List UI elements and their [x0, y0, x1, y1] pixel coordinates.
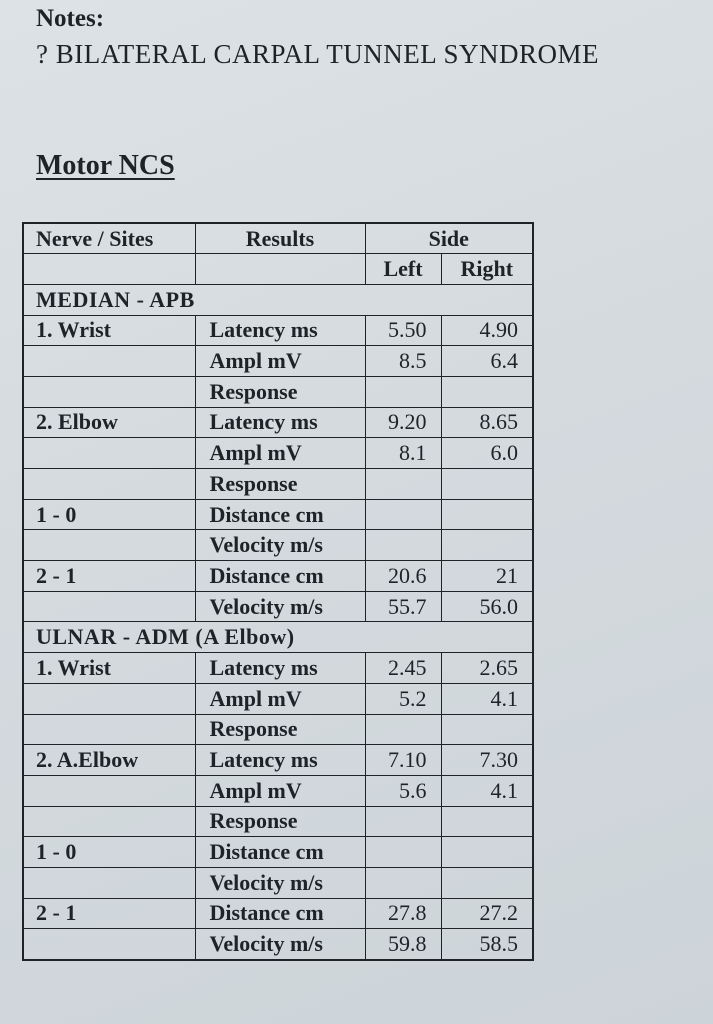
section-title: Motor NCS — [36, 150, 175, 181]
result-cell: Response — [195, 714, 365, 745]
left-value-cell — [365, 530, 441, 561]
table-row — [23, 775, 533, 806]
right-value-cell: 6.4 — [441, 346, 533, 377]
table-row — [23, 499, 533, 530]
left-value-cell: 20.6 — [365, 561, 441, 592]
left-value-cell — [365, 499, 441, 530]
header-row — [23, 223, 533, 254]
result-cell: Ampl mV — [195, 346, 365, 377]
header-right: Right — [441, 254, 533, 285]
right-value-cell — [441, 376, 533, 407]
result-cell: Distance cm — [195, 561, 365, 592]
site-cell — [23, 714, 195, 745]
right-value-cell: 4.1 — [441, 683, 533, 714]
table-row — [23, 837, 533, 868]
subheader-empty-1 — [23, 254, 195, 285]
site-cell: 2 - 1 — [23, 898, 195, 929]
site-cell — [23, 683, 195, 714]
site-cell: 2. A.Elbow — [23, 745, 195, 776]
table-row — [23, 469, 533, 500]
table-row — [23, 591, 533, 622]
result-cell: Latency ms — [195, 407, 365, 438]
right-value-cell — [441, 469, 533, 500]
right-value-cell — [441, 530, 533, 561]
right-value-cell: 27.2 — [441, 898, 533, 929]
result-cell: Ampl mV — [195, 775, 365, 806]
median-rows — [23, 315, 533, 622]
table-row — [23, 438, 533, 469]
site-cell — [23, 775, 195, 806]
left-value-cell: 8.5 — [365, 346, 441, 377]
left-value-cell: 59.8 — [365, 929, 441, 960]
site-cell: 1 - 0 — [23, 837, 195, 868]
left-value-cell: 55.7 — [365, 591, 441, 622]
table-row — [23, 346, 533, 377]
table-row — [23, 714, 533, 745]
table-row — [23, 561, 533, 592]
header-results: Results — [195, 223, 365, 254]
result-cell: Velocity m/s — [195, 591, 365, 622]
site-cell — [23, 929, 195, 960]
site-cell — [23, 438, 195, 469]
group-title-ulnar: ULNAR - ADM (A Elbow) — [23, 622, 533, 653]
left-value-cell — [365, 469, 441, 500]
header-side: Side — [365, 223, 533, 254]
right-value-cell — [441, 806, 533, 837]
site-cell — [23, 806, 195, 837]
site-cell: 1. Wrist — [23, 653, 195, 684]
right-value-cell: 4.90 — [441, 315, 533, 346]
result-cell: Velocity m/s — [195, 867, 365, 898]
right-value-cell: 58.5 — [441, 929, 533, 960]
group-row-median — [23, 284, 533, 315]
group-title-median: MEDIAN - APB — [23, 284, 533, 315]
right-value-cell — [441, 499, 533, 530]
left-value-cell: 5.50 — [365, 315, 441, 346]
left-value-cell — [365, 806, 441, 837]
left-value-cell: 7.10 — [365, 745, 441, 776]
site-cell — [23, 346, 195, 377]
table-row — [23, 898, 533, 929]
table-row — [23, 315, 533, 346]
right-value-cell: 2.65 — [441, 653, 533, 684]
table-row — [23, 653, 533, 684]
left-value-cell: 5.2 — [365, 683, 441, 714]
site-cell — [23, 376, 195, 407]
ulnar-rows — [23, 653, 533, 960]
table-row — [23, 376, 533, 407]
site-cell — [23, 591, 195, 622]
left-value-cell: 9.20 — [365, 407, 441, 438]
subheader-empty-2 — [195, 254, 365, 285]
result-cell: Latency ms — [195, 653, 365, 684]
result-cell: Ampl mV — [195, 683, 365, 714]
site-cell: 2. Elbow — [23, 407, 195, 438]
table-row — [23, 867, 533, 898]
result-cell: Velocity m/s — [195, 530, 365, 561]
group-row-ulnar — [23, 622, 533, 653]
notes-title: Notes: — [36, 5, 105, 32]
left-value-cell: 27.8 — [365, 898, 441, 929]
subheader-row — [23, 254, 533, 285]
table-row — [23, 683, 533, 714]
result-cell: Response — [195, 806, 365, 837]
result-cell: Distance cm — [195, 898, 365, 929]
left-value-cell — [365, 867, 441, 898]
result-cell: Latency ms — [195, 745, 365, 776]
right-value-cell: 8.65 — [441, 407, 533, 438]
header-nerve-sites: Nerve / Sites — [23, 223, 195, 254]
result-cell: Distance cm — [195, 499, 365, 530]
notes-text: ? BILATERAL CARPAL TUNNEL SYNDROME — [36, 39, 600, 69]
left-value-cell — [365, 837, 441, 868]
site-cell: 2 - 1 — [23, 561, 195, 592]
right-value-cell — [441, 837, 533, 868]
right-value-cell — [441, 867, 533, 898]
result-cell: Response — [195, 469, 365, 500]
header-left: Left — [365, 254, 441, 285]
site-cell — [23, 469, 195, 500]
site-cell — [23, 867, 195, 898]
site-cell: 1 - 0 — [23, 499, 195, 530]
left-value-cell: 5.6 — [365, 775, 441, 806]
motor-ncs-table — [22, 222, 534, 961]
site-cell — [23, 530, 195, 561]
table-row — [23, 929, 533, 960]
result-cell: Ampl mV — [195, 438, 365, 469]
result-cell: Latency ms — [195, 315, 365, 346]
result-cell: Response — [195, 376, 365, 407]
left-value-cell — [365, 714, 441, 745]
table-row — [23, 806, 533, 837]
right-value-cell: 21 — [441, 561, 533, 592]
result-cell: Velocity m/s — [195, 929, 365, 960]
table-row — [23, 745, 533, 776]
right-value-cell: 6.0 — [441, 438, 533, 469]
right-value-cell: 7.30 — [441, 745, 533, 776]
table-row — [23, 530, 533, 561]
right-value-cell — [441, 714, 533, 745]
left-value-cell: 8.1 — [365, 438, 441, 469]
table-row — [23, 407, 533, 438]
right-value-cell: 56.0 — [441, 591, 533, 622]
right-value-cell: 4.1 — [441, 775, 533, 806]
result-cell: Distance cm — [195, 837, 365, 868]
site-cell: 1. Wrist — [23, 315, 195, 346]
left-value-cell: 2.45 — [365, 653, 441, 684]
left-value-cell — [365, 376, 441, 407]
